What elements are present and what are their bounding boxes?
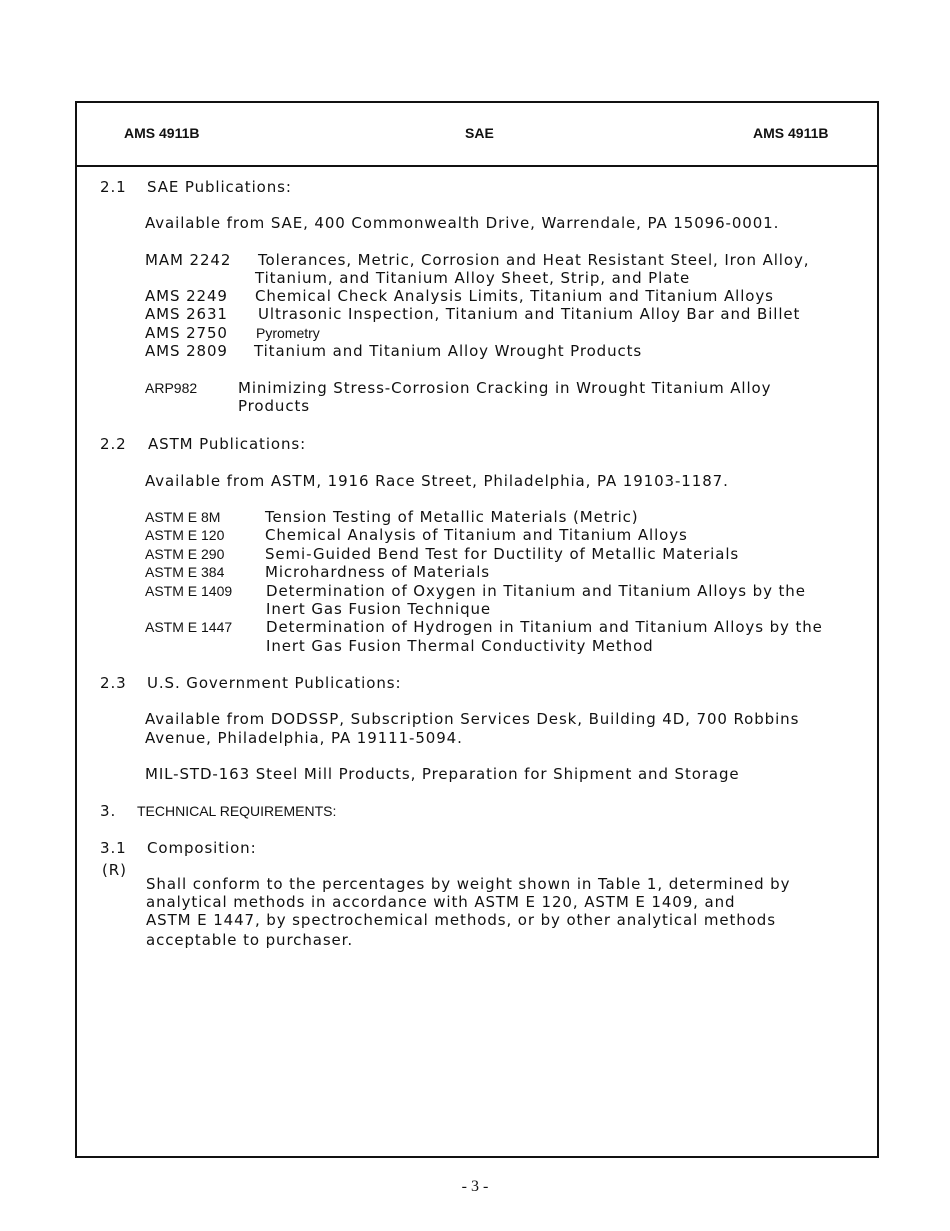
- section-2-2-title: ASTM Publications:: [148, 435, 307, 453]
- doc-code: ASTM E 8M: [145, 509, 221, 525]
- doc-title: Determination of Oxygen in Titanium and Titanium Alloys by the: [266, 582, 806, 600]
- section-2-1-number: 2.1: [100, 178, 127, 196]
- section-3-title: TECHNICAL REQUIREMENTS:: [137, 803, 337, 819]
- doc-title-cont: Inert Gas Fusion Thermal Conductivity Method: [266, 637, 654, 655]
- section-3-number: 3.: [100, 802, 117, 820]
- header-divider: [77, 165, 877, 167]
- sae-availability: Available from SAE, 400 Commonwealth Drive, Warrendale, PA 15096-0001.: [145, 214, 780, 232]
- section-2-3-number: 2.3: [100, 674, 127, 692]
- doc-code: AMS 2809: [145, 342, 228, 360]
- header-doc-number-right: AMS 4911B: [753, 125, 829, 141]
- dodssp-availability-cont: Avenue, Philadelphia, PA 19111-5094.: [145, 729, 463, 747]
- doc-title: Tension Testing of Metallic Materials (Metric): [265, 508, 639, 526]
- doc-title-cont: Titanium, and Titanium Alloy Sheet, Strip, and Plate: [255, 269, 691, 287]
- doc-code: AMS 2631: [145, 305, 228, 323]
- doc-code: MAM 2242: [145, 251, 232, 269]
- doc-code: ASTM E 1409: [145, 583, 233, 599]
- dodssp-availability: Available from DODSSP, Subscription Services Desk, Building 4D, 700 Robbins: [145, 710, 800, 728]
- section-2-3-title: U.S. Government Publications:: [147, 674, 402, 692]
- mil-std-reference: MIL-STD-163 Steel Mill Products, Preparation for Shipment and Storage: [145, 765, 740, 783]
- doc-code: ASTM E 1447: [145, 619, 233, 635]
- doc-code: AMS 2249: [145, 287, 228, 305]
- astm-availability: Available from ASTM, 1916 Race Street, Philadelphia, PA 19103-1187.: [145, 472, 729, 490]
- section-2-1-title: SAE Publications:: [147, 178, 292, 196]
- doc-title: Tolerances, Metric, Corrosion and Heat Resistant Steel, Iron Alloy,: [258, 251, 810, 269]
- doc-title-cont: Inert Gas Fusion Technique: [266, 600, 492, 618]
- doc-title: Determination of Hydrogen in Titanium and Titanium Alloys by the: [266, 618, 823, 636]
- doc-code: ASTM E 120: [145, 527, 225, 543]
- doc-code: AMS 2750: [145, 324, 228, 342]
- doc-title-cont: Products: [238, 397, 310, 415]
- section-3-1-number: 3.1: [100, 839, 127, 857]
- composition-text-line: analytical methods in accordance with ASTM E 120, ASTM E 1409, and: [146, 893, 736, 911]
- composition-text-line: ASTM E 1447, by spectrochemical methods, or by other analytical methods: [146, 911, 776, 929]
- section-3-1-title: Composition:: [147, 839, 257, 857]
- doc-title: Minimizing Stress-Corrosion Cracking in Wrought Titanium Alloy: [238, 379, 772, 397]
- composition-text-line: acceptable to purchaser.: [146, 931, 354, 949]
- page-number: - 3 -: [461, 1178, 489, 1195]
- revision-mark: (R): [102, 861, 127, 879]
- doc-title: Pyrometry: [256, 325, 320, 341]
- doc-title: Microhardness of Materials: [265, 563, 491, 581]
- doc-title: Titanium and Titanium Alloy Wrought Products: [254, 342, 643, 360]
- doc-code: ASTM E 384: [145, 564, 225, 580]
- doc-title: Chemical Analysis of Titanium and Titanium Alloys: [265, 526, 688, 544]
- doc-code: ARP982: [145, 380, 198, 396]
- composition-text-line: Shall conform to the percentages by weight shown in Table 1, determined by: [146, 875, 791, 893]
- section-2-2-number: 2.2: [100, 435, 127, 453]
- doc-code: ASTM E 290: [145, 546, 225, 562]
- doc-title: Ultrasonic Inspection, Titanium and Titanium Alloy Bar and Billet: [258, 305, 801, 323]
- header-doc-number-left: AMS 4911B: [124, 125, 200, 141]
- doc-title: Semi-Guided Bend Test for Ductility of Metallic Materials: [265, 545, 740, 563]
- doc-title: Chemical Check Analysis Limits, Titanium and Titanium Alloys: [255, 287, 774, 305]
- header-publisher: SAE: [465, 125, 494, 141]
